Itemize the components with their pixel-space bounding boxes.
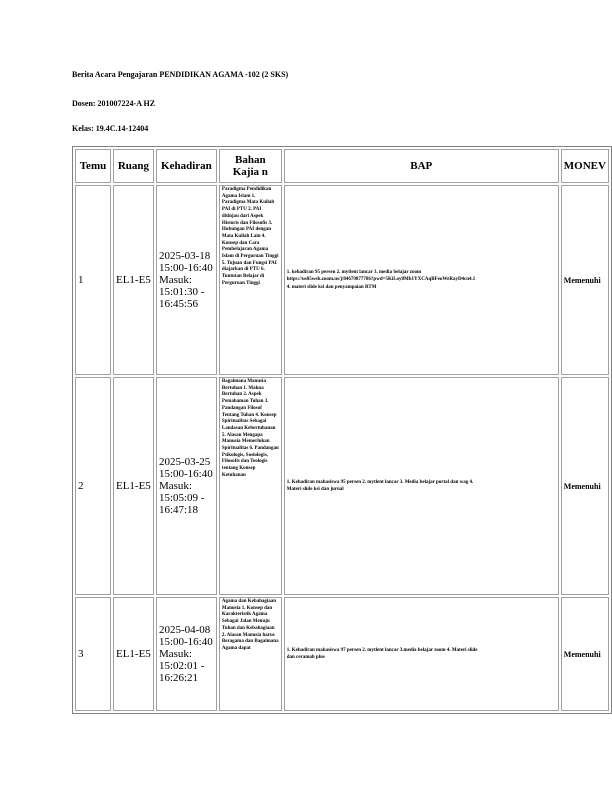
table-row [75, 185, 609, 375]
cell-bahan-kajian: Paradigma Pendidikan Agama Islam 1. Paradigma Mata Kuliah PAI di PTU 2. PAI ditinjau dari Aspek Historis dan Filosofis 3. Hubungan PAI dengan Mata Kuliah Lain 4. Konsep dan Cara Pembelajaran Agama Islam di Perguruan Tinggi 5. Tujuan dan Fungsi PAI diajarkan di PTU 6. Tuntutan Belajar di Perguruan Tinggi [219, 185, 282, 375]
bap-line: 1. Kehadiran mahasiswa 95 persen 2. mytlent lancar 3. Media belajar portal dan wag 4. [286, 479, 474, 485]
cell-monev: Memenuhi [561, 185, 609, 375]
bap-line: 4. materi slide ksi dan penyampaian RTM [286, 284, 377, 290]
bap-line: dan ceramah plus [286, 655, 325, 660]
cell-ruang: EL1-E5 [113, 185, 154, 375]
cell-bahan-kajian: Agama dan Kebahagiaan Manusia 1. Konsep dan Karakteristik Agama Sebagai Jalan Menuju Tuhan dan Kebahagiaan 2. Alasan Manusia harus Beragama dan Bagaimana Agama dapat [219, 597, 282, 711]
col-header-ruang: Ruang [113, 149, 154, 183]
bap-line: 1. Kehadiran mahasiswa 97 persen 2. mytlent lancar 3.media belajar zoom 4. Materi slide [286, 647, 478, 653]
cell-monev: Memenuhi [561, 597, 609, 711]
cell-bahan-kajian: Bagaimana Manusia Bertuhan 1. Makna Bertuhan 2. Aspek Pemahaman Tuhan 3. Pandangan Filosof Tentang Tuhan 4. Konsep Spiritualitas Sebagai Landasan Kebertuhanan 5. Alasan Mengapa Manusia Memerlukan Spiritualitas 6. Pandangan Psikologis, Sosiologis, Filosofis dan Teologis tentang Konsep Ketuhanan [219, 377, 282, 595]
page-title: Berita Acara Pengajaran PENDIDIKAN AGAMA -102 (2 SKS) [72, 70, 289, 79]
col-header-bap: BAP [284, 149, 559, 183]
cell-bap [284, 597, 559, 711]
cell-kehadiran: 2025-04-08 15:00-16:40 Masuk: 15:02:01 - 16:26:21 [156, 597, 217, 711]
cell-monev: Memenuhi [561, 377, 609, 595]
cell-temu: 1 [75, 185, 111, 375]
cell-kehadiran: 2025-03-25 15:00-16:40 Masuk: 15:05:09 - 16:47:18 [156, 377, 217, 595]
bap-line: Materi slide ksi dan jurnal [286, 487, 344, 492]
cell-temu: 2 [75, 377, 111, 595]
col-header-bahan: Bahan Kajia n [219, 149, 282, 183]
cell-kehadiran: 2025-03-18 15:00-16:40 Masuk: 15:01:30 - 16:45:56 [156, 185, 217, 375]
col-header-monev: MONEV [561, 149, 609, 183]
lecturer-label: Dosen: 201007224-A HZ [72, 99, 156, 108]
cell-bap [284, 185, 559, 375]
table-header-row [75, 149, 609, 183]
bap-line: https://us05web.zoom.us/j/84679877786?pwd=5KiLoy8Mb1YXCAqBFeoWeRayD4cn4.1 [286, 277, 476, 283]
bap-line: 1. kehadiran 95 persen 2. mytlent lancar 3. media belajar zoom [286, 269, 422, 275]
col-header-temu: Temu [75, 149, 111, 183]
cell-temu: 3 [75, 597, 111, 711]
cell-ruang: EL1-E5 [113, 597, 154, 711]
cell-bap [284, 377, 559, 595]
table-row [75, 597, 609, 711]
table-row [75, 377, 609, 595]
cell-ruang: EL1-E5 [113, 377, 154, 595]
col-header-kehadiran: Kehadiran [156, 149, 217, 183]
class-label: Kelas: 19.4C.14-12404 [72, 124, 149, 133]
teaching-report-table [72, 146, 612, 714]
